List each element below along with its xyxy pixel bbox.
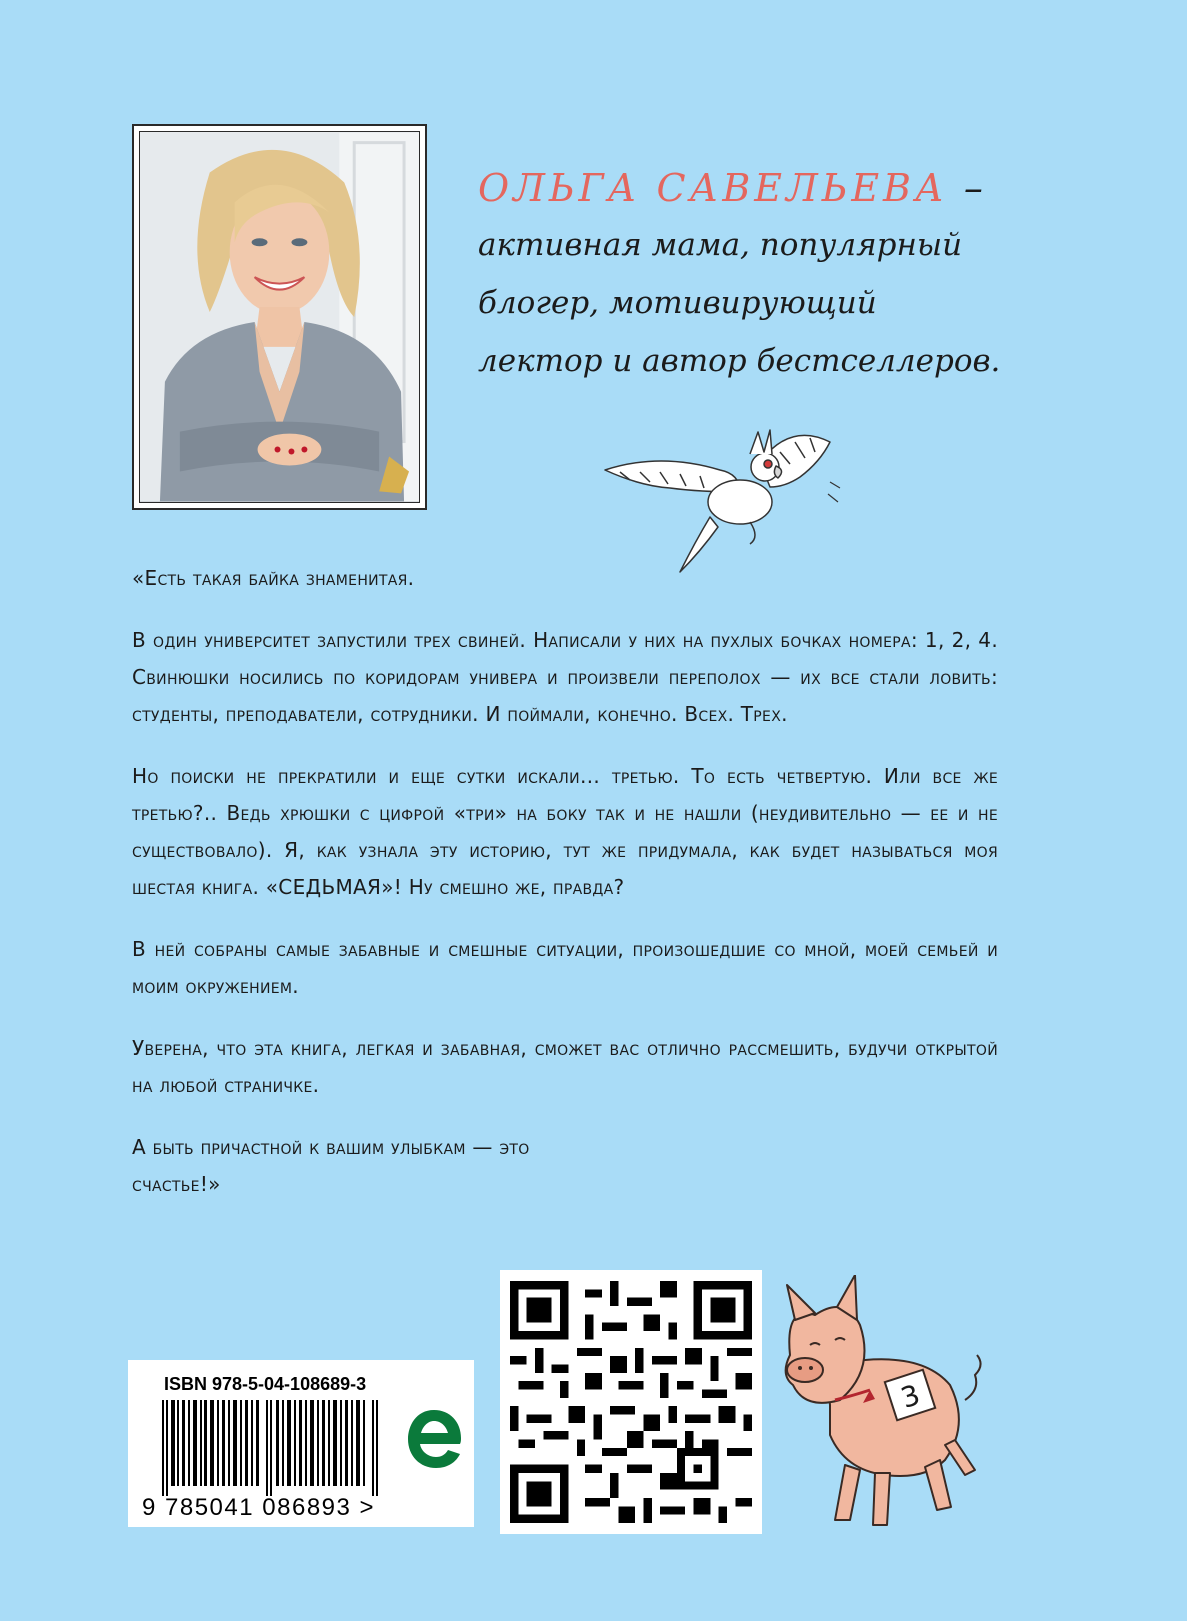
eksmo-logo-icon (404, 1404, 464, 1474)
quote-paragraph: А быть причастной к вашим улыбкам — это счастье!» (132, 1135, 530, 1196)
quote-paragraph: В один университет запустили трех свиней. Написали у них на пухлых бочках номера: 1, 2, 4. Свинюшки носились по коридорам универа и произвели переполох — их все стали ловить: студенты, преподаватели, сотрудники. И поймали, конечно. Всех. Трех. (132, 628, 998, 726)
quote-paragraph: Но поиски не прекратили и еще сутки искали… третью. То есть четвертую. Или все же третью?.. Ведь хрюшки с цифрой «три» на боку так и не нашли (неудивительно — ее и не существовало). Я, как узнала эту историю, тут же придумала, как будет называться моя шестая книга. «СЕДЬМАЯ»! Ну смешно же, правда? (132, 764, 998, 899)
barcode-digits: 9 785041 086893 > (142, 1494, 376, 1521)
author-description-line: блогер, мотивирующий (478, 285, 877, 321)
author-name: ОЛЬГА САВЕЛЬЕВА (478, 166, 948, 210)
parrot-illustration (600, 422, 850, 582)
qr-code[interactable] (500, 1270, 762, 1534)
author-name-dash: – (947, 166, 987, 210)
author-photo-image (140, 132, 419, 502)
quote-paragraph: «Есть такая байка знаменитая. (132, 566, 415, 590)
author-name-line (478, 160, 1038, 216)
isbn-block (128, 1360, 474, 1527)
pig-number-label: 3 (896, 1377, 925, 1415)
back-cover-text (132, 560, 998, 1228)
quote-paragraph: В ней собраны самые забавные и смешные ситуации, произошедшие со мной, моей семьей и моим окружением. (132, 937, 998, 998)
isbn-label: ISBN 978-5-04-108689-3 (164, 1374, 367, 1394)
pig-illustration (775, 1275, 990, 1530)
quote-paragraph: Уверена, что эта книга, легкая и забавная, сможет вас отлично рассмешить, будучи открытой на любой страничке. (132, 1036, 998, 1097)
author-description-line: активная мама, популярный (478, 227, 963, 263)
author-photo-frame (132, 124, 427, 510)
author-intro (478, 160, 1038, 390)
author-description-line: лектор и автор бестселлеров. (478, 343, 1001, 379)
qr-code-image (510, 1280, 752, 1524)
author-description (478, 216, 1038, 390)
barcode-image (162, 1400, 382, 1496)
author-photo (139, 131, 420, 503)
